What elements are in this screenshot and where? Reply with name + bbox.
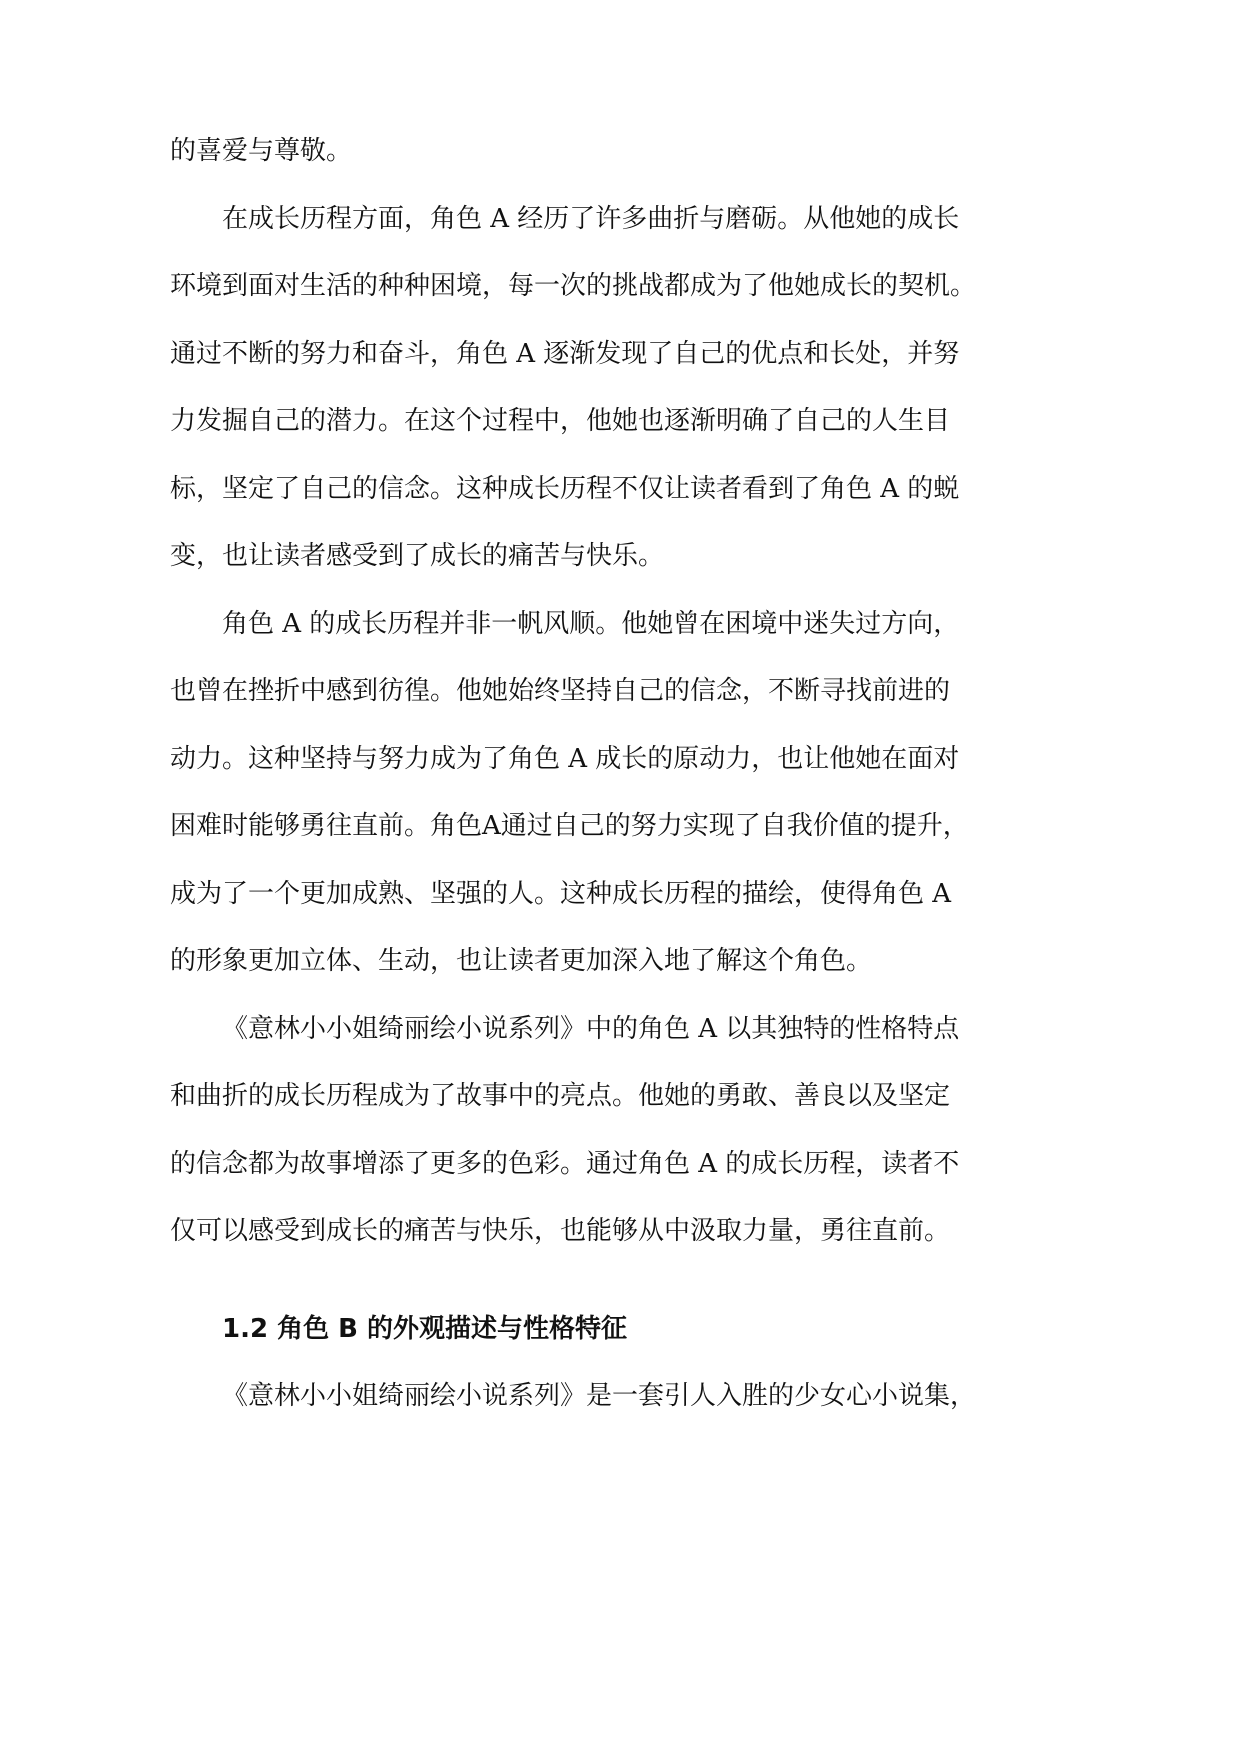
text-line: 《意林小小姐绮丽绘小说系列》是一套引人入胜的少女心小说集，	[222, 1381, 977, 1411]
paragraph	[170, 591, 969, 996]
text-line: 变，也让读者感受到了成长的痛苦与快乐。	[170, 541, 665, 571]
text-line: 的形象更加立体、生动，也让读者更加深入地了解这个角色。	[170, 946, 873, 976]
section-heading: 1.2 角色 B 的外观描述与性格特征	[222, 1313, 628, 1344]
paragraph	[170, 186, 977, 591]
text-line: 标，坚定了自己的信念。这种成长历程不仅让读者看到了角色 A 的蜕	[170, 473, 960, 504]
text-line: 《意林小小姐绮丽绘小说系列》中的角色 A 以其独特的性格特点	[222, 1013, 960, 1044]
paragraph	[170, 118, 950, 186]
text-line: 仅可以感受到成长的痛苦与快乐，也能够从中汲取力量，勇往直前。	[170, 1216, 951, 1246]
document-body	[170, 118, 977, 1431]
paragraph	[170, 1363, 977, 1431]
text-line: 在成长历程方面，角色 A 经历了许多曲折与磨砺。从他她的成长	[222, 203, 960, 234]
text-line: 困难时能够勇往直前。角色A通过自己的努力实现了自我价值的提升，	[170, 811, 969, 841]
paragraph	[170, 996, 960, 1266]
text-line: 力发掘自己的潜力。在这个过程中，他她也逐渐明确了自己的人生目	[170, 406, 951, 436]
text-line: 角色 A 的成长历程并非一帆风顺。他她曾在困境中迷失过方向，	[222, 608, 960, 639]
text-line: 动力。这种坚持与努力成为了角色 A 成长的原动力，也让他她在面对	[170, 743, 960, 774]
text-line: 成为了一个更加成熟、坚强的人。这种成长历程的描绘，使得角色 A	[170, 878, 952, 909]
text-line: 通过不断的努力和奋斗，角色 A 逐渐发现了自己的优点和长处，并努	[170, 338, 960, 369]
text-line: 的信念都为故事增添了更多的色彩。通过角色 A 的成长历程，读者不	[170, 1148, 960, 1179]
text-line: 环境到面对生活的种种困境，每一次的挑战都成为了他她成长的契机。	[170, 271, 977, 301]
text-line: 和曲折的成长历程成为了故事中的亮点。他她的勇敢、善良以及坚定	[170, 1081, 951, 1111]
text-line: 的喜爱与尊敬。	[170, 136, 353, 166]
text-line: 也曾在挫折中感到彷徨。他她始终坚持自己的信念，不断寻找前进的	[170, 676, 951, 706]
